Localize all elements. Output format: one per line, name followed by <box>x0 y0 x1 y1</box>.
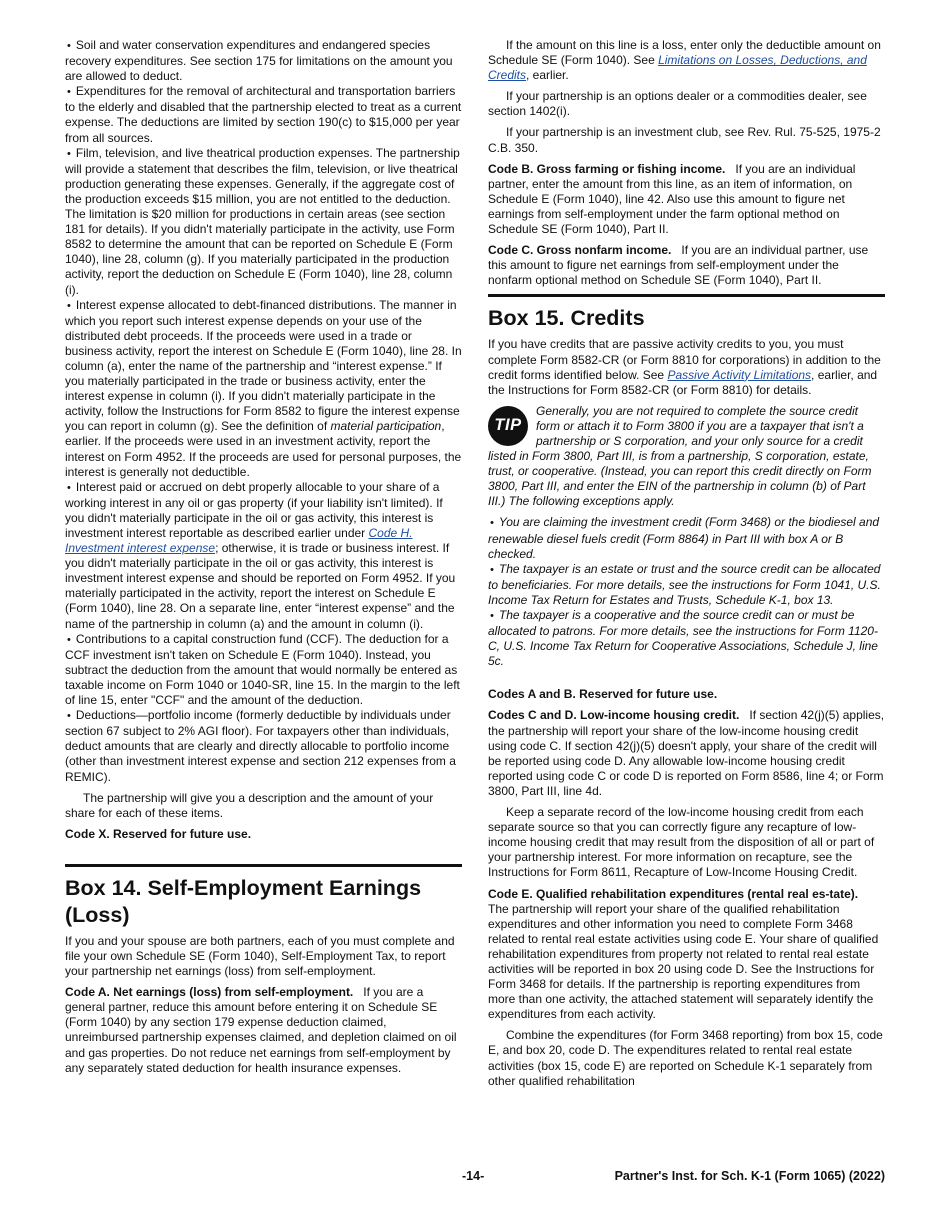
text-segment: Interest expense allocated to debt-financed distributions. The manner in which you report such interest expense depends on your use of the distributed debt proceeds. If the proceeds were used in a trade or business activity, report the interest on Schedule E (Form 1040), line 28. In column (a), enter the name of the partnership and “interest expense.” If you materially participated in the trade or business activity, enter the interest expense in column (i). If you didn't materially participate in the activity, follow the Instructions for Form 8582 to figure the interest expense you can report in column (g). See the definition of <box>65 297 462 434</box>
code-e-heading: Code E. Qualified rehabilitation expenditures (rental real es-tate). <box>488 886 859 901</box>
emphasis-material-participation: material participation <box>330 419 442 434</box>
code-b-heading: Code B. Gross farming or fishing income. <box>488 161 726 176</box>
code-b-paragraph <box>488 162 885 237</box>
text-segment: ; otherwise, it is trade or business interest. If you didn't materially participate in the oil or gas activity, this interest is investment interest expense and should be reported on Form 4952. If you materially participated in the activity, report the interest on Schedule E (Form 1040), line 28. On a separate line, enter “interest expense” and the name of the partnership in column (a) and the amount in column (i). <box>65 541 456 631</box>
text-segment: , earlier. If the proceeds were used in an investment activity, report the interest on Form 4952. If the proceeds are used for personal purposes, the interest is generally not deductible. <box>65 419 462 479</box>
code-c-paragraph <box>488 243 885 288</box>
link-limitations-on-losses[interactable]: Limitations on Losses, Deductions, and Credits <box>488 53 867 83</box>
code-x-heading: Code X. Reserved for future use. <box>65 826 252 841</box>
paragraph-loss <box>488 38 885 83</box>
text-segment: If you have credits that are passive activity credits to you, you must complete Form 8582-CR (or Form 8810 for corporations) in addition to the credit forms identified below. See <box>488 337 881 382</box>
code-a-paragraph <box>65 985 462 1076</box>
page-footer <box>65 1169 885 1189</box>
text-segment: Interest paid or accrued on debt properly allocable to your share of a working interest in any oil or gas property (if your liability isn't limited). If you didn't materially participate in the oil or gas activity, this interest is investment interest reportable as described earlier under <box>65 479 443 540</box>
link-code-h-investment-interest[interactable]: Code H. Investment interest expense <box>65 526 413 556</box>
codes-c-d-body: If section 42(j)(5) applies, the partnership will report your share of the low-income housing credit using code C. If section 42(j)(5) doesn't apply, your share of the credit will be reported using code D. Any allowable low-income housing credit reported using code C or code D is reported on Form 8586, line 4; or Form 3800, Part III, line 4d. <box>488 708 885 798</box>
code-e-paragraph <box>488 887 885 1023</box>
bullet-oil-gas-interest <box>65 480 462 632</box>
code-c-heading: Code C. Gross nonfarm income. <box>488 243 672 258</box>
paragraph-description: The partnership will give you a description and the amount of your share for each of these items. <box>65 790 434 820</box>
paragraph-combine: Combine the expenditures (for Form 3468 reporting) from box 15, code E, and box 20, code D. The expenditures related to rental real estate activities (box 15, code E) are reported on Schedule K-1 separately from other qualified rehabilitation <box>488 1028 883 1088</box>
box15-title: Box 15. Credits <box>488 306 645 331</box>
code-c-body: If you are an individual partner, use this amount to figure net earnings from self-employment under the nonfarm optional method on Schedule SE (Form 1040), Part II. <box>488 243 869 288</box>
right-column <box>488 38 885 1095</box>
link-passive-activity-limitations[interactable]: Passive Activity Limitations <box>667 367 812 382</box>
section-divider <box>65 864 462 867</box>
code-b-body: If you are an individual partner, enter the amount from this line, as an item of information, on Schedule E (Form 1040), line 42. Also use this amount to figure net earnings from self-employment under the farm optional method on Schedule SE (Form 1040), Part II. <box>488 161 856 237</box>
spacer <box>488 675 885 687</box>
code-a-heading: Code A. Net earnings (loss) from self-employment. <box>65 985 354 1000</box>
box15-intro <box>488 337 885 397</box>
bullet-film-production: • Film, television, and live theatrical production expenses. The partnership will provide a statement that describes the film, television, or live theatrical production generating these expenses. Generally, if the aggregate cost of the production exceeds $15 million, you are not entitled to the deduction. The limitation is $20 million for productions in certain areas (see section 181 for details). If you didn't materially participate in the activity, use Form 8582 to determine the amount that can be reported on Schedule E (Form 1040), line 28, column (g). If you materially participated in the production activity, report the deduction on Schedule E (Form 1040), line 28, column (i). <box>65 146 462 298</box>
paragraph-investment-club: If your partnership is an investment club, see Rev. Rul. 75-525, 1975-2 C.B. 350. <box>488 125 881 155</box>
section-divider <box>488 294 885 297</box>
exception-investment-credit: • You are claiming the investment credit (Form 3468) or the biodiesel and renewable diesel fuels credit (Form 8864) in Part III with box A or B checked. <box>488 515 885 561</box>
code-e-body: The partnership will report your share of the qualified rehabilitation expenditures and other information you need to complete Form 3468 related to rental real estate activities using code E. Your share of qualified rehabilitation expenditures from property not related to rental real estate activities will be reported in box 20 using code D. See the Instructions for Form 3468 for details. If the partnership is reporting expenditures from more than one activity, the attached statement will separately identify the expenditures from each activity. <box>488 901 879 1022</box>
tip-icon: TIP <box>488 406 528 446</box>
document-title: Partner's Inst. for Sch. K-1 (Form 1065) (2022) <box>614 1169 885 1183</box>
box14-intro: If you and your spouse are both partners, each of you must complete and file your own Schedule SE (Form 1040), Self-Employment Tax, to report your partnership net earnings (loss) from self-employment. <box>65 933 455 979</box>
tip-box <box>488 404 885 510</box>
bullet-conservation-expenditures: • Soil and water conservation expenditures and endangered species recovery expenditures. See section 175 for limitations on the amount you are allowed to deduct. <box>65 38 462 84</box>
text-segment: , earlier, and the Instructions for Form 8582-CR (or Form 8810) for details. <box>488 367 878 397</box>
page-number: -14- <box>462 1169 485 1183</box>
codes-a-b-heading: Codes A and B. Reserved for future use. <box>488 687 718 702</box>
bullet-barrier-removal: • Expenditures for the removal of architectural and transportation barriers to the elderly and disabled that the partnership elected to treat as a current expense. The deductions are limited by section 190(c) to $15,000 per year from all sources. <box>65 84 462 145</box>
code-a-body: If you are a general partner, reduce this amount before entering it on Schedule SE (Form 1040) by any section 179 expense deduction claimed, unreimbursed partnership expenses claimed, and depletion claimed on oil and gas properties. Do not reduce net earnings from self-employment by any separately stated deduction for health insurance expenses. <box>65 985 457 1075</box>
spacer <box>65 848 462 860</box>
bullet-portfolio-deductions: • Deductions—portfolio income (formerly deductible by individuals under section 67 subject to 2% AGI floor). For taxpayers other than individuals, deduct amounts that are clearly and directly allocable to portfolio income (other than investment interest expense and section 212 expenses from a REMIC). <box>65 708 462 784</box>
text-segment: , earlier. <box>526 68 569 83</box>
codes-c-d-heading: Codes C and D. Low-income housing credit. <box>488 708 740 723</box>
left-column <box>65 38 462 1082</box>
box14-title: Box 14. Self-Employment Earnings (Loss) <box>65 875 422 927</box>
tip-text: Generally, you are not required to complete the source credit form or attach it to Form 3800 if you are a taxpayer that isn't a partnership or S corporation, and your only source for a credit listed in Form 3800, Part III, is from a partnership, S corporation, estate, trust, or cooperative. (Instead, you can report this credit directly on Form 3800, Part III, and enter the EIN of the partnership in column (b) of Part III.) The following exceptions apply. <box>488 403 872 509</box>
paragraph-options-dealer: If your partnership is an options dealer or a commodities dealer, see section 1402(i). <box>488 89 867 119</box>
exception-cooperative: • The taxpayer is a cooperative and the source credit can or must be allocated to patrons. For more details, see the instructions for Form 1120-C, U.S. Income Tax Return for Cooperative Associations, Schedule J, line 5c. <box>488 608 885 669</box>
bullet-debt-financed-interest <box>65 298 462 480</box>
exception-estate-trust: • The taxpayer is an estate or trust and the source credit can be allocated to beneficiaries. For more details, see the instructions for Form 1041, U.S. Income Tax Return for Estates and Trusts, Schedule K-1, box 13. <box>488 562 885 608</box>
text-segment: If the amount on this line is a loss, enter only the deductible amount on Schedule SE (Form 1040). See <box>488 38 881 68</box>
codes-c-d-paragraph <box>488 708 885 799</box>
paragraph-separate-record: Keep a separate record of the low-income housing credit from each separate source so that you can correctly figure any recapture of low-income housing credit that may result from the disposition of all or part of your partnership interest. For more information on recapture, see the Instructions for Form 8611, Recapture of Low-Income Housing Credit. <box>488 805 875 880</box>
bullet-capital-construction-fund: • Contributions to a capital construction fund (CCF). The deduction for a CCF investment isn't taken on Schedule E (Form 1040). Instead, you subtract the deduction from the amount that would normally be entered as taxable income on Form 1040 or 1040-SR, line 15. In the margin to the left of line 15, enter "CCF" and the amount of the deduction. <box>65 632 462 708</box>
